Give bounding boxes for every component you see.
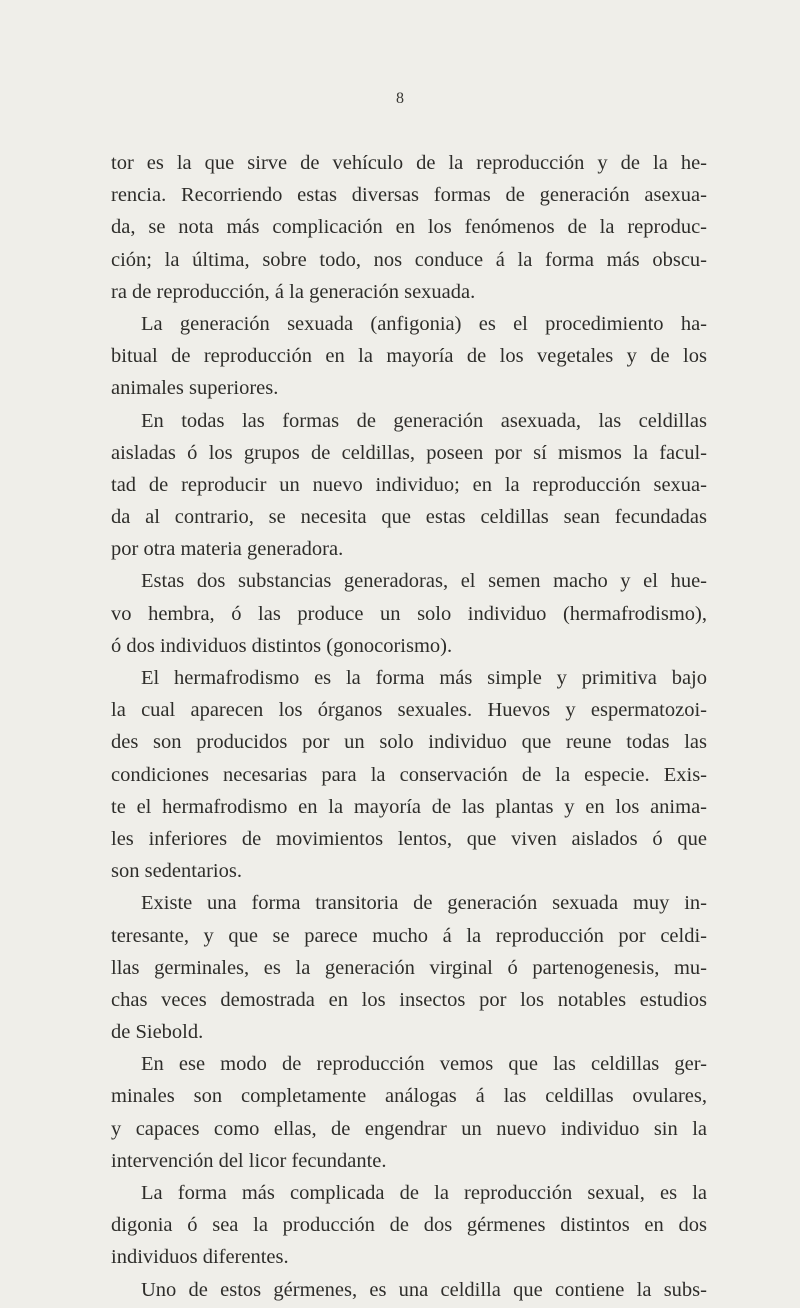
text-line: les inferiores de movimientos lentos, que viven aislados ó que — [111, 827, 707, 850]
text-line: vo hembra, ó las produce un solo individuo (hermafrodismo), — [111, 602, 707, 625]
text-line: rencia. Recorriendo estas diversas formas de generación asexua- — [111, 184, 707, 207]
text-line: ó dos individuos distintos (gonocorismo). — [111, 634, 453, 657]
text-line: te el hermafrodismo en la mayoría de las plantas y en los anima- — [111, 795, 707, 818]
text-line: minales son completamente análogas á las celdillas ovulares, — [111, 1085, 707, 1108]
text-line: teresante, y que se parece mucho á la reproducción por celdi- — [111, 924, 707, 947]
text-line: tor es la que sirve de vehículo de la reproducción y de la he- — [111, 152, 707, 174]
text-line: Uno de estos gérmenes, es una celdilla que contiene la subs- — [141, 1278, 707, 1301]
text-line: intervención del licor fecundante. — [111, 1149, 387, 1172]
text-line: En ese modo de reproducción vemos que las celdillas ger- — [141, 1053, 707, 1076]
text-line: aisladas ó los grupos de celdillas, poseen por sí mismos la facul- — [111, 441, 707, 464]
text-line: animales superiores. — [111, 377, 279, 400]
text-line: da al contrario, se necesita que estas celdillas sean fecundadas — [111, 506, 707, 529]
text-line: individuos diferentes. — [111, 1246, 289, 1269]
text-line: tad de reproducir un nuevo individuo; en la reproducción sexua- — [111, 473, 707, 496]
text-line: En todas las formas de generación asexuada, las celdillas — [141, 409, 707, 432]
text-line: Estas dos substancias generadoras, el semen macho y el hue- — [141, 570, 707, 593]
text-line: de Siebold. — [111, 1021, 204, 1044]
page-number: 8 — [396, 90, 404, 107]
text-line: ción; la última, sobre todo, nos conduce á la forma más obscu- — [111, 248, 707, 271]
text-line: la cual aparecen los órganos sexuales. Huevos y espermatozoi- — [111, 699, 707, 722]
text-line: condiciones necesarias para la conservación de la especie. Exis- — [111, 763, 707, 786]
text-line: son sedentarios. — [111, 860, 242, 883]
text-line: La generación sexuada (anfigonia) es el procedimiento ha- — [141, 312, 707, 335]
text-line: ra de reproducción, á la generación sexuada. — [111, 280, 476, 303]
text-line: des son producidos por un solo individuo que reune todas las — [111, 731, 707, 754]
text-line: llas germinales, es la generación virginal ó partenogenesis, mu- — [111, 956, 707, 979]
text-line: por otra materia generadora. — [111, 538, 344, 561]
text-line: da, se nota más complicación en los fenómenos de la reproduc- — [111, 216, 707, 239]
text-line: El hermafrodismo es la forma más simple y primitiva bajo — [141, 667, 707, 689]
text-line: Existe una forma transitoria de generación sexuada muy in- — [141, 892, 707, 915]
text-line: digonia ó sea la producción de dos gérmenes distintos en dos — [111, 1214, 707, 1237]
text-line: La forma más complicada de la reproducción sexual, es la — [141, 1182, 707, 1204]
body-text — [111, 147, 707, 1306]
text-line: bitual de reproducción en la mayoría de los vegetales y de los — [111, 345, 707, 368]
text-line: chas veces demostrada en los insectos por los notables estudios — [111, 988, 707, 1011]
text-line: y capaces como ellas, de engendrar un nuevo individuo sin la — [111, 1117, 707, 1140]
